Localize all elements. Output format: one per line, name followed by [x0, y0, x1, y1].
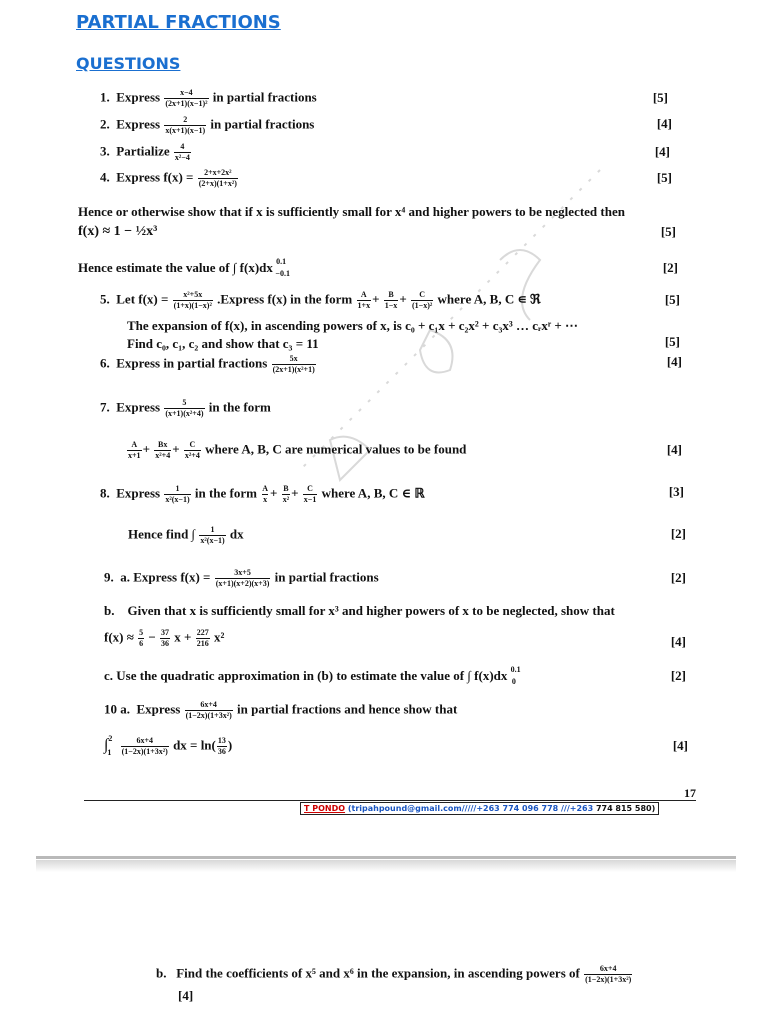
marks: [2]: [670, 526, 686, 541]
marks: [2]: [670, 570, 686, 585]
question-10b: b. Find the coefficients of x⁵ and x⁶ in the expansion, in ascending powers of $\frac{6x+4}{\text{(1−2x)(1+3x²)}}$: [156, 964, 632, 984]
q10-integral: ∫$^2_1$ $\frac{6x+4}{\text{(1−2x)(1+3x²)}}$ dx = ln( $\frac{13}{36}$ ): [104, 734, 233, 758]
integral-sign: ∫: [104, 736, 109, 754]
page-number: 17: [684, 786, 696, 800]
fraction: $\frac{3x+5}{(x+1)(x+2)(x+3)}$: [215, 568, 270, 588]
marks: [5]: [664, 334, 680, 349]
question-9b: b. Given that x is sufficiently small for x³ and higher powers of x to be neglected, show that: [104, 603, 615, 618]
fraction: $\frac{1}{\text{x²(x−1)}}$: [165, 484, 190, 504]
q4-estimate: Hence estimate the value of ∫ f(x)dx $^{0.1}$ $_{-0.1}$: [78, 257, 290, 278]
question-2: 2. Express $\frac{2}{x(x+1)(x-1)}$ in partial fractions: [100, 115, 315, 135]
fraction: $\frac{6x+4}{\text{(1−2x)(1+3x²)}}$: [185, 700, 232, 720]
marks: [5]: [656, 170, 672, 185]
q4-hence-text: Hence or otherwise show that if x is sufficiently small for x⁴ and higher powers to be neglected then: [78, 204, 625, 219]
marks: [5]: [664, 292, 680, 307]
marks: [5]: [652, 90, 668, 105]
q7-form: $\frac{A}{x+1}$ + $\frac{Bx}{\text{x²+4}}$ + $\frac{C}{\text{x²+4}}$ where A, B, C are numerical values to be found: [128, 440, 467, 460]
fraction: $\frac{4}{\text{x²−4}}$: [174, 142, 190, 162]
fraction: $\frac{5x}{\text{(2x+1)(x²+1)}}$: [272, 354, 315, 374]
marks: [4]: [666, 442, 682, 457]
page-title: PARTIAL FRACTIONS: [76, 12, 281, 33]
marks: [4]: [670, 634, 686, 649]
question-9a: 9. a. Express f(x) = $\frac{3x+5}{(x+1)(x+2)(x+3)}$ in partial fractions: [104, 568, 379, 588]
fraction: $\frac{\text{x²+5x}}{\text{(1+x)(1−x)²}}$: [173, 290, 212, 310]
marks: [4]: [672, 738, 688, 753]
page-separator-shadow: [36, 860, 736, 872]
q8-hence: Hence find ∫ $\frac{1}{\text{x²(x−1)}}$ dx: [128, 525, 244, 545]
marks: [4]: [656, 116, 672, 131]
question-9c: c. Use the quadratic approximation in (b) to estimate the value of ∫ f(x)dx $^{0.1}$ $_0$: [104, 665, 521, 686]
page-separator: [36, 856, 736, 859]
q5-find: Find c₀, c₁, c₂ and show that c₃ = 11: [127, 336, 319, 351]
fraction: $\frac{x-4}{\text{(2x+1)(x−1)²}}$: [165, 88, 208, 108]
question-7: 7. Express $\frac{5}{\text{(x+1)(x²+4)}}$ in the form: [100, 398, 271, 418]
question-4: 4. Express f(x) = $\frac{\text{2+x+2x²}}{\text{(2+x)(1+x²)}}$: [100, 168, 237, 188]
section-heading: QUESTIONS: [76, 54, 181, 73]
q9b-approx: f(x) ≈ $\frac{5}{6}$ − $\frac{37}{36}$ x + $\frac{227}{216}$ x²: [104, 628, 225, 648]
fraction: $\frac{\text{2+x+2x²}}{\text{(2+x)(1+x²)}}$: [198, 168, 237, 188]
question-5: 5. Let f(x) = $\frac{\text{x²+5x}}{\text{(1+x)(1−x)²}}$ .Express f(x) in the form $\frac{A}{1+x}$ + $\frac{B}{1-x}$ + $\frac{C}{\text{(1−x)²}}$ where A, B, C ∊ ℜ: [100, 290, 541, 310]
question-8: 8. Express $\frac{1}{\text{x²(x−1)}}$ in the form $\frac{A}{x}$ + $\frac{B}{\text{x²}}$ + $\frac{C}{x-1}$ where A, B, C ∈ ℝ: [100, 484, 425, 504]
marks: [5]: [660, 224, 676, 239]
fraction: $\frac{5}{\text{(x+1)(x²+4)}}$: [165, 398, 204, 418]
q4-approximation: f(x) ≈ 1 − ½x³: [78, 224, 158, 239]
question-3: 3. Partialize $\frac{4}{\text{x²−4}}$: [100, 142, 190, 162]
footer-rule: [84, 800, 696, 801]
footer-contact: T PONDO (tripahpound@gmail.com/////+263 774 096 778 ///+263 774 815 580): [300, 802, 659, 815]
fraction: $\frac{2}{x(x+1)(x-1)}$: [165, 115, 206, 135]
marks: [2]: [670, 668, 686, 683]
marks: [4]: [666, 354, 682, 369]
q5-expansion: The expansion of f(x), in ascending powers of x, is c₀ + c₁x + c₂x² + c₃x³ … cᵣxʳ + ⋯: [127, 318, 579, 333]
marks: [4]: [178, 988, 194, 1003]
marks: [4]: [654, 144, 670, 159]
marks: [3]: [668, 484, 684, 499]
question-10a: 10 a. Express $\frac{6x+4}{\text{(1−2x)(1+3x²)}}$ in partial fractions and hence show that: [104, 700, 458, 720]
question-1: 1. Express $\frac{x-4}{\text{(2x+1)(x−1)²}}$ in partial fractions: [100, 88, 317, 108]
question-6: 6. Express in partial fractions $\frac{5x}{\text{(2x+1)(x²+1)}}$: [100, 354, 315, 374]
marks: [2]: [662, 260, 678, 275]
